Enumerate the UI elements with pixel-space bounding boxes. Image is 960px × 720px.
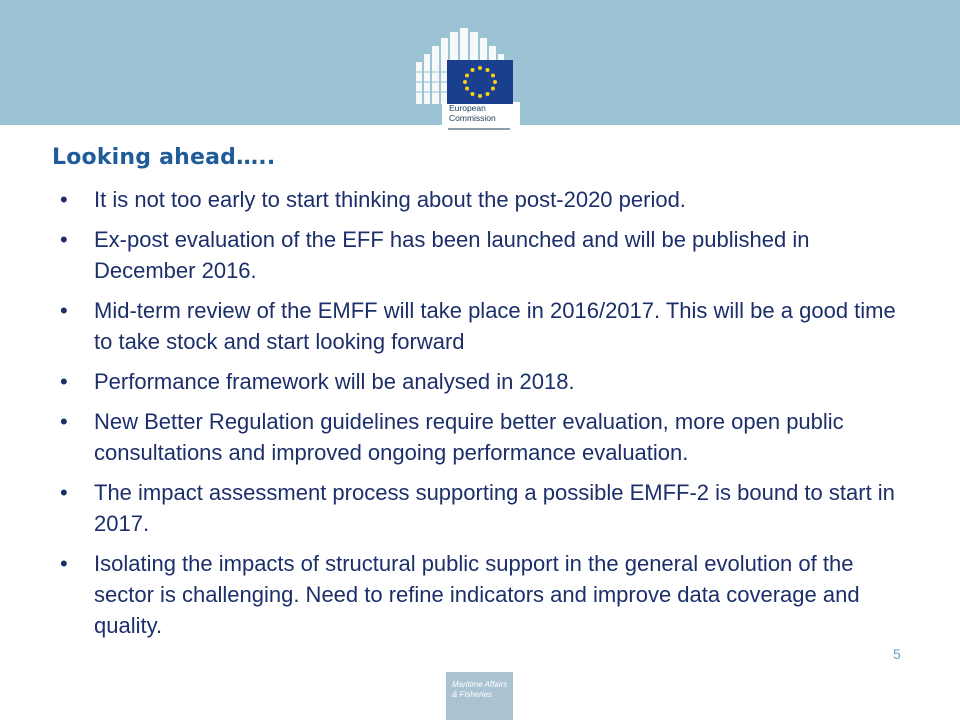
bullet-text: It is not too early to start thinking about the post-2020 period. — [94, 187, 686, 212]
bullet-item — [60, 224, 900, 286]
bullet-text: New Better Regulation guidelines require better evaluation, more open public consultations and improved ongoing performance evaluation. — [94, 409, 844, 465]
dg-mare-badge — [446, 672, 513, 720]
bullet-text: Performance framework will be analysed in 2018. — [94, 369, 575, 394]
bullet-marker: • — [60, 187, 68, 212]
bullet-text: Isolating the impacts of structural public support in the general evolution of the sector is challenging. Need to refine indicators and improve data coverage and quality. — [94, 551, 860, 638]
bullet-list — [60, 184, 900, 650]
bullet-item — [60, 184, 900, 215]
european-commission-wordmark — [449, 103, 496, 123]
slide-title: Looking ahead….. — [52, 145, 276, 170]
bullet-item — [60, 477, 900, 539]
bullet-marker: • — [60, 298, 68, 323]
dg-line-2: & Fisheries — [452, 690, 493, 699]
bullet-marker: • — [60, 480, 68, 505]
wordmark-line-1: European — [449, 103, 486, 113]
dg-badge-text — [452, 680, 507, 700]
bullet-item — [60, 366, 900, 397]
wordmark-line-2: Commission — [449, 113, 496, 123]
dg-line-1: Maritime Affairs — [452, 680, 508, 689]
bullet-item — [60, 548, 900, 641]
bullet-marker: • — [60, 227, 68, 252]
bullet-marker: • — [60, 369, 68, 394]
bullet-text: The impact assessment process supporting a possible EMFF-2 is bound to start in 2017. — [94, 480, 895, 536]
bullet-text: Ex-post evaluation of the EFF has been launched and will be published in December 2016. — [94, 227, 810, 283]
bullet-text: Mid-term review of the EMFF will take place in 2016/2017. This will be a good time to take stock and start looking forward — [94, 298, 896, 354]
bullet-item — [60, 295, 900, 357]
page-number: 5 — [893, 646, 901, 662]
bullet-marker: • — [60, 551, 68, 576]
bullet-marker: • — [60, 409, 68, 434]
bullet-item — [60, 406, 900, 468]
